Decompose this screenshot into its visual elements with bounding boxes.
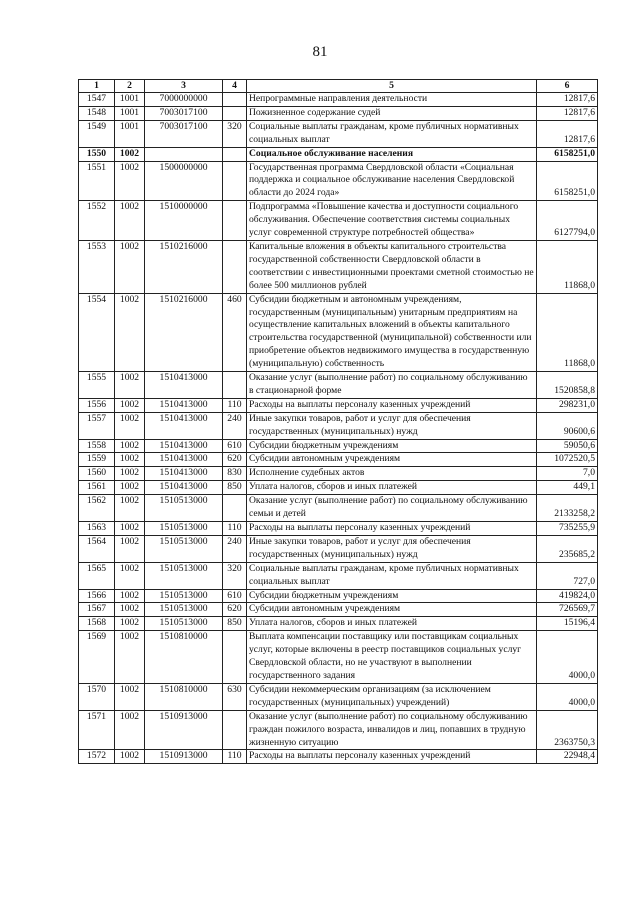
amount-cell: 11868,0 xyxy=(537,293,598,371)
table-header-row xyxy=(79,80,598,93)
expense-type-cell: 830 xyxy=(223,467,247,481)
target-article-cell: 1510810000 xyxy=(145,631,223,684)
amount-cell: 6158251,0 xyxy=(537,161,598,201)
header-cell-section: 2 xyxy=(115,80,145,93)
section-code-cell: 1002 xyxy=(115,481,145,495)
section-code-cell: 1002 xyxy=(115,372,145,399)
expense-type-cell: 850 xyxy=(223,481,247,495)
amount-cell: 7,0 xyxy=(537,467,598,481)
amount-cell: 726569,7 xyxy=(537,603,598,617)
table-row xyxy=(79,106,598,120)
row-number-cell: 1563 xyxy=(79,522,115,536)
table-row xyxy=(79,750,598,764)
amount-cell: 2363750,3 xyxy=(537,710,598,750)
section-code-cell: 1002 xyxy=(115,562,145,589)
amount-cell: 15196,4 xyxy=(537,617,598,631)
row-number-cell: 1564 xyxy=(79,535,115,562)
amount-cell: 22948,4 xyxy=(537,750,598,764)
expense-type-cell xyxy=(223,93,247,107)
expense-type-cell xyxy=(223,147,247,161)
expense-type-cell xyxy=(223,631,247,684)
section-code-cell: 1002 xyxy=(115,147,145,161)
amount-cell: 1520858,8 xyxy=(537,372,598,399)
target-article-cell: 1510413000 xyxy=(145,453,223,467)
section-code-cell: 1002 xyxy=(115,683,145,710)
expense-type-cell: 850 xyxy=(223,617,247,631)
amount-cell: 6158251,0 xyxy=(537,147,598,161)
target-article-cell: 1510913000 xyxy=(145,750,223,764)
target-article-cell: 7003017100 xyxy=(145,120,223,147)
row-number-cell: 1561 xyxy=(79,481,115,495)
table-row xyxy=(79,293,598,371)
amount-cell: 419824,0 xyxy=(537,589,598,603)
section-code-cell: 1002 xyxy=(115,398,145,412)
table-row xyxy=(79,161,598,201)
section-code-cell: 1002 xyxy=(115,240,145,293)
expense-type-cell: 240 xyxy=(223,412,247,439)
item-name-cell: Непрограммные направления деятельности xyxy=(247,93,537,107)
expense-type-cell: 110 xyxy=(223,750,247,764)
row-number-cell: 1558 xyxy=(79,439,115,453)
target-article-cell xyxy=(145,147,223,161)
expense-type-cell: 460 xyxy=(223,293,247,371)
section-code-cell: 1002 xyxy=(115,412,145,439)
table-row xyxy=(79,398,598,412)
row-number-cell: 1572 xyxy=(79,750,115,764)
row-number-cell: 1569 xyxy=(79,631,115,684)
amount-cell: 4000,0 xyxy=(537,631,598,684)
amount-cell: 12817,6 xyxy=(537,120,598,147)
target-article-cell: 1510413000 xyxy=(145,481,223,495)
target-article-cell: 1510513000 xyxy=(145,589,223,603)
table-row xyxy=(79,201,598,241)
item-name-cell: Оказание услуг (выполнение работ) по социальному обслуживанию семьи и детей xyxy=(247,495,537,522)
target-article-cell: 1510513000 xyxy=(145,495,223,522)
expense-type-cell: 620 xyxy=(223,603,247,617)
table-row xyxy=(79,495,598,522)
target-article-cell: 1510810000 xyxy=(145,683,223,710)
amount-cell: 6127794,0 xyxy=(537,201,598,241)
amount-cell: 449,1 xyxy=(537,481,598,495)
row-number-cell: 1549 xyxy=(79,120,115,147)
budget-table xyxy=(78,79,598,764)
item-name-cell: Исполнение судебных актов xyxy=(247,467,537,481)
row-number-cell: 1548 xyxy=(79,106,115,120)
table-row xyxy=(79,683,598,710)
expense-type-cell: 630 xyxy=(223,683,247,710)
header-cell-target-article: 3 xyxy=(145,80,223,93)
item-name-cell: Пожизненное содержание судей xyxy=(247,106,537,120)
target-article-cell: 7003017100 xyxy=(145,106,223,120)
row-number-cell: 1566 xyxy=(79,589,115,603)
table-row xyxy=(79,439,598,453)
amount-cell: 235685,2 xyxy=(537,535,598,562)
amount-cell: 4000,0 xyxy=(537,683,598,710)
section-code-cell: 1002 xyxy=(115,522,145,536)
table-row xyxy=(79,617,598,631)
expense-type-cell: 240 xyxy=(223,535,247,562)
table-row xyxy=(79,240,598,293)
section-code-cell: 1002 xyxy=(115,293,145,371)
target-article-cell: 1510513000 xyxy=(145,522,223,536)
amount-cell: 2133258,2 xyxy=(537,495,598,522)
item-name-cell: Капитальные вложения в объекты капитального строительства государственной собственности Свердловской области в соответствии с инвестиционными проектами сметной стоимостью не более 500 миллионов рублей xyxy=(247,240,537,293)
item-name-cell: Субсидии некоммерческим организациям (за исключением государственных (муниципальных) учреждений) xyxy=(247,683,537,710)
row-number-cell: 1570 xyxy=(79,683,115,710)
table-row xyxy=(79,710,598,750)
amount-cell: 735255,9 xyxy=(537,522,598,536)
item-name-cell: Подпрограмма «Повышение качества и доступности социального обслуживания. Обеспечение соответствия системы социальных услуг современной структуре потребностей общества» xyxy=(247,201,537,241)
row-number-cell: 1567 xyxy=(79,603,115,617)
target-article-cell: 1510513000 xyxy=(145,535,223,562)
expense-type-cell: 320 xyxy=(223,562,247,589)
expense-type-cell: 620 xyxy=(223,453,247,467)
item-name-cell: Социальное обслуживание населения xyxy=(247,147,537,161)
item-name-cell: Субсидии бюджетным учреждениям xyxy=(247,439,537,453)
section-code-cell: 1002 xyxy=(115,201,145,241)
target-article-cell: 1510413000 xyxy=(145,467,223,481)
item-name-cell: Субсидии бюджетным и автономным учреждениям, государственным (муниципальным) унитарным предприятиям на осуществление капитальных вложений в объекты капитального строительства государственной (муниципальной) собственности или приобретение объектов недвижимого имущества в государственную (муниципальную) собственность xyxy=(247,293,537,371)
amount-cell: 59050,6 xyxy=(537,439,598,453)
row-number-cell: 1550 xyxy=(79,147,115,161)
expense-type-cell xyxy=(223,372,247,399)
expense-type-cell xyxy=(223,495,247,522)
row-number-cell: 1554 xyxy=(79,293,115,371)
section-code-cell: 1002 xyxy=(115,439,145,453)
section-code-cell: 1002 xyxy=(115,161,145,201)
section-code-cell: 1002 xyxy=(115,589,145,603)
section-code-cell: 1002 xyxy=(115,495,145,522)
target-article-cell: 7000000000 xyxy=(145,93,223,107)
expense-type-cell xyxy=(223,106,247,120)
section-code-cell: 1002 xyxy=(115,631,145,684)
page-number: 81 xyxy=(312,44,328,60)
section-code-cell: 1002 xyxy=(115,710,145,750)
section-code-cell: 1002 xyxy=(115,467,145,481)
amount-cell: 11868,0 xyxy=(537,240,598,293)
target-article-cell: 1510513000 xyxy=(145,617,223,631)
table-row xyxy=(79,412,598,439)
target-article-cell: 1510216000 xyxy=(145,293,223,371)
target-article-cell: 1510913000 xyxy=(145,710,223,750)
item-name-cell: Государственная программа Свердловской области «Социальная поддержка и социальное обслуживание населения Свердловской области до 2024 года» xyxy=(247,161,537,201)
item-name-cell: Субсидии бюджетным учреждениям xyxy=(247,589,537,603)
item-name-cell: Уплата налогов, сборов и иных платежей xyxy=(247,481,537,495)
section-code-cell: 1002 xyxy=(115,617,145,631)
item-name-cell: Иные закупки товаров, работ и услуг для обеспечения государственных (муниципальных) нужд xyxy=(247,412,537,439)
item-name-cell: Социальные выплаты гражданам, кроме публичных нормативных социальных выплат xyxy=(247,120,537,147)
expense-type-cell: 110 xyxy=(223,522,247,536)
table-row xyxy=(79,522,598,536)
item-name-cell: Социальные выплаты гражданам, кроме публичных нормативных социальных выплат xyxy=(247,562,537,589)
table-row xyxy=(79,467,598,481)
row-number-cell: 1571 xyxy=(79,710,115,750)
target-article-cell: 1510216000 xyxy=(145,240,223,293)
item-name-cell: Оказание услуг (выполнение работ) по социальному обслуживанию в стационарной форме xyxy=(247,372,537,399)
item-name-cell: Расходы на выплаты персоналу казенных учреждений xyxy=(247,398,537,412)
header-cell-name: 5 xyxy=(247,80,537,93)
table-row xyxy=(79,603,598,617)
item-name-cell: Субсидии автономным учреждениям xyxy=(247,453,537,467)
section-code-cell: 1001 xyxy=(115,120,145,147)
target-article-cell: 1510513000 xyxy=(145,603,223,617)
table-row xyxy=(79,535,598,562)
table-row xyxy=(79,120,598,147)
row-number-cell: 1557 xyxy=(79,412,115,439)
item-name-cell: Уплата налогов, сборов и иных платежей xyxy=(247,617,537,631)
header-cell-row-number: 1 xyxy=(79,80,115,93)
target-article-cell: 1510413000 xyxy=(145,398,223,412)
expense-type-cell xyxy=(223,161,247,201)
amount-cell: 727,0 xyxy=(537,562,598,589)
expense-type-cell xyxy=(223,710,247,750)
item-name-cell: Расходы на выплаты персоналу казенных учреждений xyxy=(247,750,537,764)
amount-cell: 1072520,5 xyxy=(537,453,598,467)
row-number-cell: 1547 xyxy=(79,93,115,107)
section-code-cell: 1002 xyxy=(115,453,145,467)
expense-type-cell: 320 xyxy=(223,120,247,147)
expense-type-cell: 110 xyxy=(223,398,247,412)
item-name-cell: Выплата компенсации поставщику или поставщикам социальных услуг, которые включены в реестр поставщиков социальных услуг Свердловской области, но не участвуют в выполнении государственного задания xyxy=(247,631,537,684)
item-name-cell: Субсидии автономным учреждениям xyxy=(247,603,537,617)
target-article-cell: 1510413000 xyxy=(145,439,223,453)
target-article-cell: 1510513000 xyxy=(145,562,223,589)
table-row xyxy=(79,481,598,495)
row-number-cell: 1555 xyxy=(79,372,115,399)
table-row xyxy=(79,631,598,684)
amount-cell: 90600,6 xyxy=(537,412,598,439)
expense-type-cell: 610 xyxy=(223,589,247,603)
table-row xyxy=(79,93,598,107)
expense-type-cell: 610 xyxy=(223,439,247,453)
row-number-cell: 1553 xyxy=(79,240,115,293)
row-number-cell: 1551 xyxy=(79,161,115,201)
section-code-cell: 1001 xyxy=(115,106,145,120)
table-row xyxy=(79,589,598,603)
item-name-cell: Оказание услуг (выполнение работ) по социальному обслуживанию граждан пожилого возраста, инвалидов и лиц, попавших в трудную жизненную ситуацию xyxy=(247,710,537,750)
row-number-cell: 1556 xyxy=(79,398,115,412)
amount-cell: 12817,6 xyxy=(537,93,598,107)
target-article-cell: 1500000000 xyxy=(145,161,223,201)
header-cell-amount: 6 xyxy=(537,80,598,93)
section-code-cell: 1001 xyxy=(115,93,145,107)
item-name-cell: Расходы на выплаты персоналу казенных учреждений xyxy=(247,522,537,536)
row-number-cell: 1568 xyxy=(79,617,115,631)
table-row xyxy=(79,147,598,161)
row-number-cell: 1562 xyxy=(79,495,115,522)
section-code-cell: 1002 xyxy=(115,603,145,617)
row-number-cell: 1565 xyxy=(79,562,115,589)
header-cell-expense-type: 4 xyxy=(223,80,247,93)
section-code-cell: 1002 xyxy=(115,750,145,764)
expense-type-cell xyxy=(223,240,247,293)
section-code-cell: 1002 xyxy=(115,535,145,562)
amount-cell: 298231,0 xyxy=(537,398,598,412)
target-article-cell: 1510413000 xyxy=(145,372,223,399)
table-row xyxy=(79,453,598,467)
expense-type-cell xyxy=(223,201,247,241)
table-row xyxy=(79,372,598,399)
item-name-cell: Иные закупки товаров, работ и услуг для обеспечения государственных (муниципальных) нужд xyxy=(247,535,537,562)
target-article-cell: 1510000000 xyxy=(145,201,223,241)
table-row xyxy=(79,562,598,589)
amount-cell: 12817,6 xyxy=(537,106,598,120)
row-number-cell: 1552 xyxy=(79,201,115,241)
row-number-cell: 1559 xyxy=(79,453,115,467)
row-number-cell: 1560 xyxy=(79,467,115,481)
target-article-cell: 1510413000 xyxy=(145,412,223,439)
